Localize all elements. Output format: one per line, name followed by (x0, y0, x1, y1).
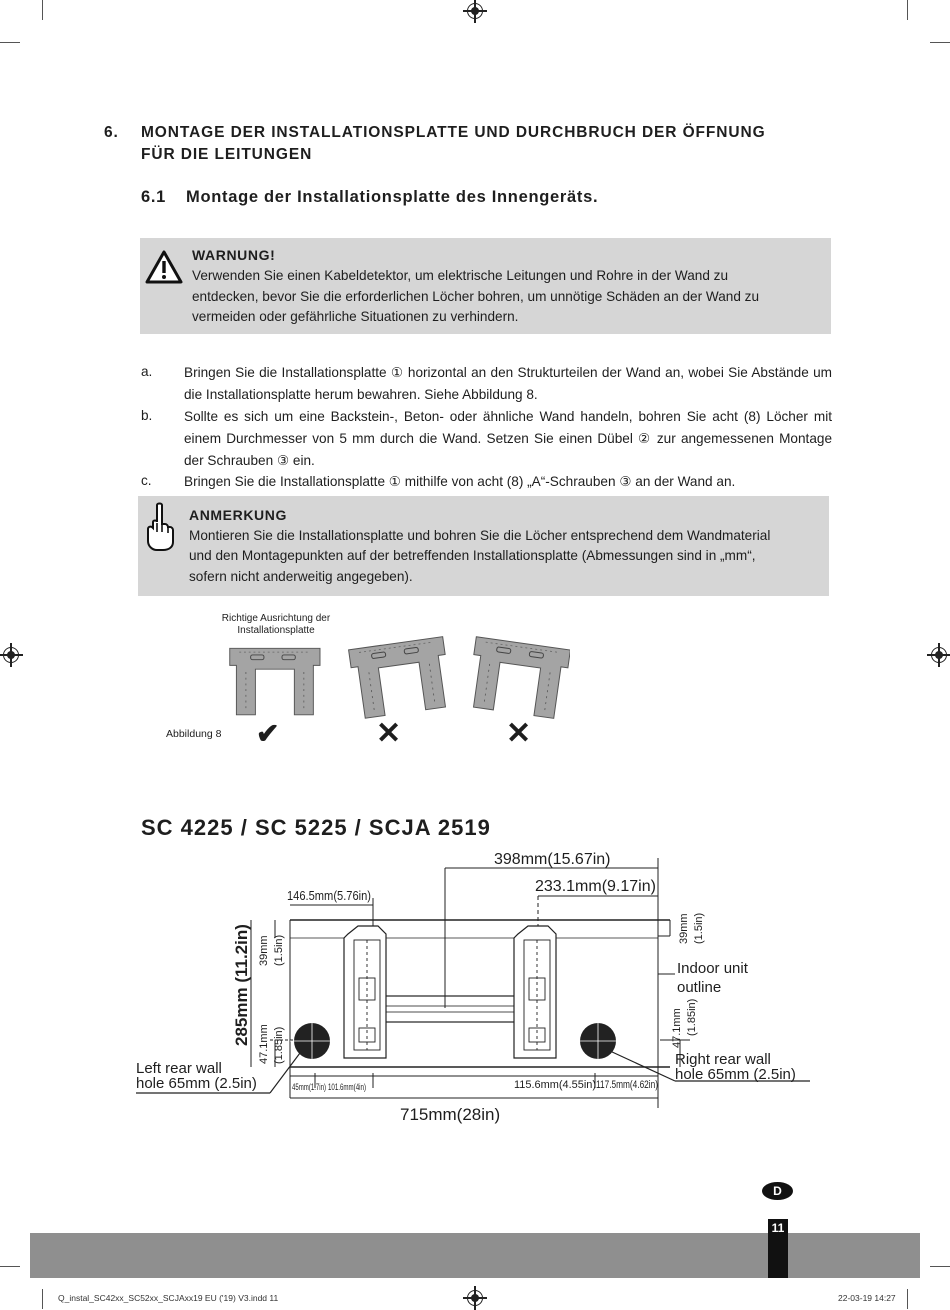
crop-mark (0, 1266, 20, 1267)
note-box (138, 496, 829, 596)
dim-117-label: 117.5mm(4.62in) (596, 1079, 658, 1091)
crop-mark (907, 1289, 908, 1309)
left-hole-label-2: hole 65mm (2.5in) (136, 1075, 257, 1092)
dim-715-label: 715mm(28in) (400, 1105, 501, 1124)
dim-398-label: 398mm(15.67in) (494, 851, 611, 868)
dim-39-left-label-b: (1.5in) (273, 934, 285, 966)
registration-mark-icon (931, 647, 947, 663)
subsection-title: Montage der Installationsplatte des Innengeräts. (186, 188, 599, 206)
figure8-caption-line2: Installationsplatte (237, 625, 315, 636)
step-text-b: Sollte es sich um eine Backstein-, Beton- oder ähnliche Wand handeln, bohren Sie acht (8) Löcher mit einem Durchmesser von 5 mm durch die Wand. Setzen Sie einen Dübel ② zur angemessenen Montage der Schrauben ③ ein. (184, 409, 832, 468)
section-number: 6. (104, 124, 119, 141)
registration-mark-icon (467, 3, 483, 19)
plate-tilted-right (467, 637, 570, 720)
indoor-unit-label-2: outline (677, 979, 722, 996)
slug-filename: Q_instal_SC42xx_SC52xx_SCJAxx19 EU ('19) V3.indd 11 (58, 1293, 279, 1303)
dim-233-label: 233.1mm(9.17in) (535, 878, 656, 895)
dim-39-left-label-a: 39mm (258, 935, 270, 966)
plate-tilted-left (349, 637, 453, 720)
section-title-line2: FÜR DIE LEITUNGEN (141, 146, 313, 163)
dim-47-right-label-b: (1.85in) (686, 998, 698, 1036)
step-letter-b: b. (141, 408, 153, 423)
right-hole-label-2: hole 65mm (2.5in) (675, 1066, 796, 1083)
note-title: ANMERKUNG (189, 507, 287, 523)
crop-mark (42, 0, 43, 20)
warning-line-2: entdecken, bevor Sie die erforderlichen Löcher bohren, um unnötige Schäden an der Wand zu (192, 289, 760, 304)
dim-101-label: 101.6mm(4in) (328, 1082, 366, 1092)
dim-115-label: 115.6mm(4.55in) (514, 1079, 596, 1091)
cross-icon: ✕ (506, 717, 532, 750)
step-text-c: Bringen Sie die Installationsplatte ① mithilfe von acht (8) „A“-Schrauben ③ an der Wand an. (184, 474, 736, 489)
step-text-a: Bringen Sie die Installationsplatte ① horizontal an den Strukturteilen der Wand an, wobei Sie Abstände um die Installationsplatte herum bewahren. Siehe Abbildung 8. (184, 365, 832, 402)
crop-mark (930, 1266, 950, 1267)
registration-mark-icon (3, 647, 19, 663)
warning-line-1: Verwenden Sie einen Kabeldetektor, um elektrische Leitungen und Rohre in der Wand zu (192, 268, 729, 283)
dim-39-right-label-a: 39mm (678, 913, 690, 944)
section-title-line1: MONTAGE DER INSTALLATIONSPLATTE UND DURCHBRUCH DER ÖFFNUNG (141, 124, 766, 141)
warning-title: WARNUNG! (192, 247, 276, 263)
dim-47-left-label-a: 47.1mm (258, 1024, 270, 1064)
right-hole-label-1: Right rear wall (675, 1051, 771, 1068)
plate-correct (230, 648, 320, 715)
page-number: 11 (771, 1221, 785, 1235)
figure8-label: Abbildung 8 (166, 728, 222, 740)
crop-mark (930, 42, 950, 43)
step-letter-a: a. (141, 364, 153, 379)
installation-plate-diagram (130, 848, 820, 1128)
dim-39-right-label-b: (1.5in) (693, 912, 705, 944)
subsection-number: 6.1 (141, 188, 167, 206)
left-hole-label-1: Left rear wall (136, 1060, 222, 1077)
figure8-plates (225, 635, 570, 720)
warning-line-3: vermeiden oder gefährliche Situationen zu verhindern. (192, 309, 519, 324)
dim-285-label: 285mm (11.2in) (232, 924, 251, 1046)
model-heading: SC 4225 / SC 5225 / SCJA 2519 (141, 815, 491, 840)
cross-icon: ✕ (376, 717, 402, 750)
crop-mark (42, 1289, 43, 1309)
language-badge: D (762, 1182, 793, 1200)
note-line-3: sofern nicht anderweitig angegeben). (189, 569, 413, 584)
crop-mark (907, 0, 908, 20)
step-letter-c: c. (141, 473, 152, 488)
dim-45-label: 45mm(1.7in) (292, 1082, 327, 1092)
dim-47-right-label-a: 47.1mm (671, 1008, 683, 1048)
pointing-finger-icon (143, 502, 177, 552)
slug-date: 22-03-19 14:27 (838, 1293, 896, 1303)
note-line-1: Montieren Sie die Installationsplatte und bohren Sie die Löcher entsprechend dem Wandmaterial (189, 528, 771, 543)
warning-triangle-icon (145, 250, 183, 284)
warning-box (140, 238, 831, 334)
dim-146-label: 146.5mm(5.76in) (287, 888, 371, 903)
crop-mark (0, 42, 20, 43)
registration-mark-icon (467, 1290, 483, 1306)
dim-47-left-label-b: (1.85in) (273, 1026, 285, 1064)
check-icon: ✔ (256, 718, 280, 749)
figure8-caption-line1: Richtige Ausrichtung der (221, 613, 331, 624)
indoor-unit-label-1: Indoor unit (677, 960, 748, 977)
note-line-2: und den Montagepunkten auf der betreffenden Installationsplatte (Abmessungen sind in „mm“, (189, 548, 756, 563)
